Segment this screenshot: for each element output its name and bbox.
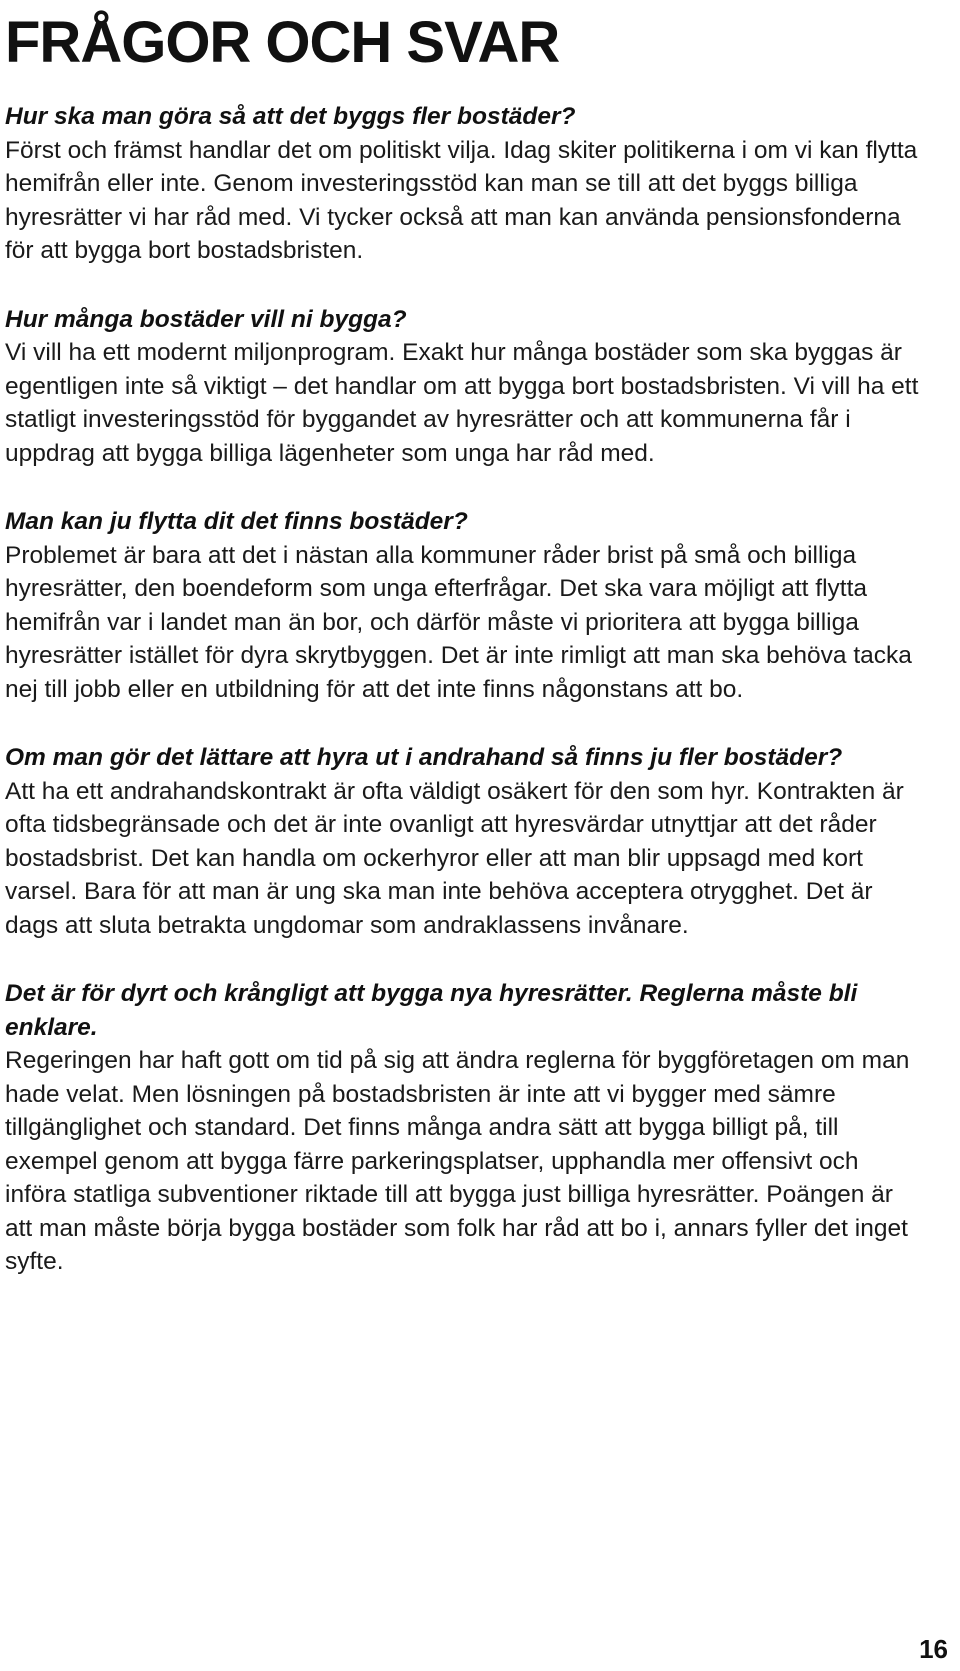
qa-item	[5, 303, 925, 471]
question: Det är för dyrt och krångligt att bygga nya hyresrätter. Reglerna måste bli enklare.	[5, 980, 858, 1041]
answer: Först och främst handlar det om politiskt vilja. Idag skiter politikerna i om vi kan flytta hemifrån eller inte. Genom investeringsstöd kan man se till att det byggs billiga hyresrätter vi har råd med. Vi tycker också att man kan använda pensionsfonderna för att bygga bort bostadsbristen.	[5, 136, 918, 264]
answer: Att ha ett andrahandskontrakt är ofta väldigt osäkert för den som hyr. Kontrakten är ofta tidsbegränsade och det är inte ovanligt att hyresvärdar utnyttjar att det råder bostadsbrist. Det kan handla om ockerhyror eller att man blir uppsagd med kort varsel. Bara för att man är ung ska man inte behöva acceptera otrygghet. Det är dags att sluta betrakta ungdomar som andraklassens invånare.	[5, 777, 904, 939]
question: Om man gör det lättare att hyra ut i andrahand så finns ju fler bostäder?	[5, 744, 843, 771]
answer: Regeringen har haft gott om tid på sig att ändra reglerna för byggföretagen om man hade velat. Men lösningen på bostadsbristen är inte att vi bygger med sämre tillgänglighet och standard. Det finns många andra sätt att bygga billigt på, till exempel genom att bygga färre parkeringsplatser, upphandla mer offensivt och införa statliga subventioner riktade till att bygga just billiga hyresrätter. Poängen är att man måste börja bygga bostäder som folk har råd att bo i, annars fyller det inget syfte.	[5, 1047, 910, 1275]
qa-list	[5, 100, 925, 1279]
answer: Problemet är bara att det i nästan alla kommuner råder brist på små och billiga hyresrätter, den boendeform som unga efterfrågar. Det ska vara möjligt att flytta hemifrån var i landet man än bor, och därför måste vi prioritera att bygga billiga hyresrätter istället för dyra skrytbyggen. Det är inte rimligt att man ska behöva tacka nej till jobb eller en utbildning för att det inte finns någonstans att bo.	[5, 541, 912, 703]
question: Hur ska man göra så att det byggs fler bostäder?	[5, 103, 576, 130]
page-number: 16	[919, 1634, 948, 1664]
question: Man kan ju flytta dit det finns bostäder?	[5, 508, 468, 535]
qa-item	[5, 741, 925, 942]
qa-item	[5, 100, 925, 268]
answer: Vi vill ha ett modernt miljonprogram. Exakt hur många bostäder som ska byggas är egentligen inte så viktigt – det handlar om att bygga bort bostadsbristen. Vi vill ha ett statligt investeringsstöd för byggandet av hyresrätter och att kommunerna får i uppdrag att bygga billiga lägenheter som unga har råd med.	[5, 339, 919, 467]
qa-item	[5, 977, 925, 1279]
page-title: FRÅGOR OCH SVAR	[5, 10, 560, 75]
qa-item	[5, 505, 925, 706]
page	[5, 0, 925, 1314]
question: Hur många bostäder vill ni bygga?	[5, 305, 407, 333]
